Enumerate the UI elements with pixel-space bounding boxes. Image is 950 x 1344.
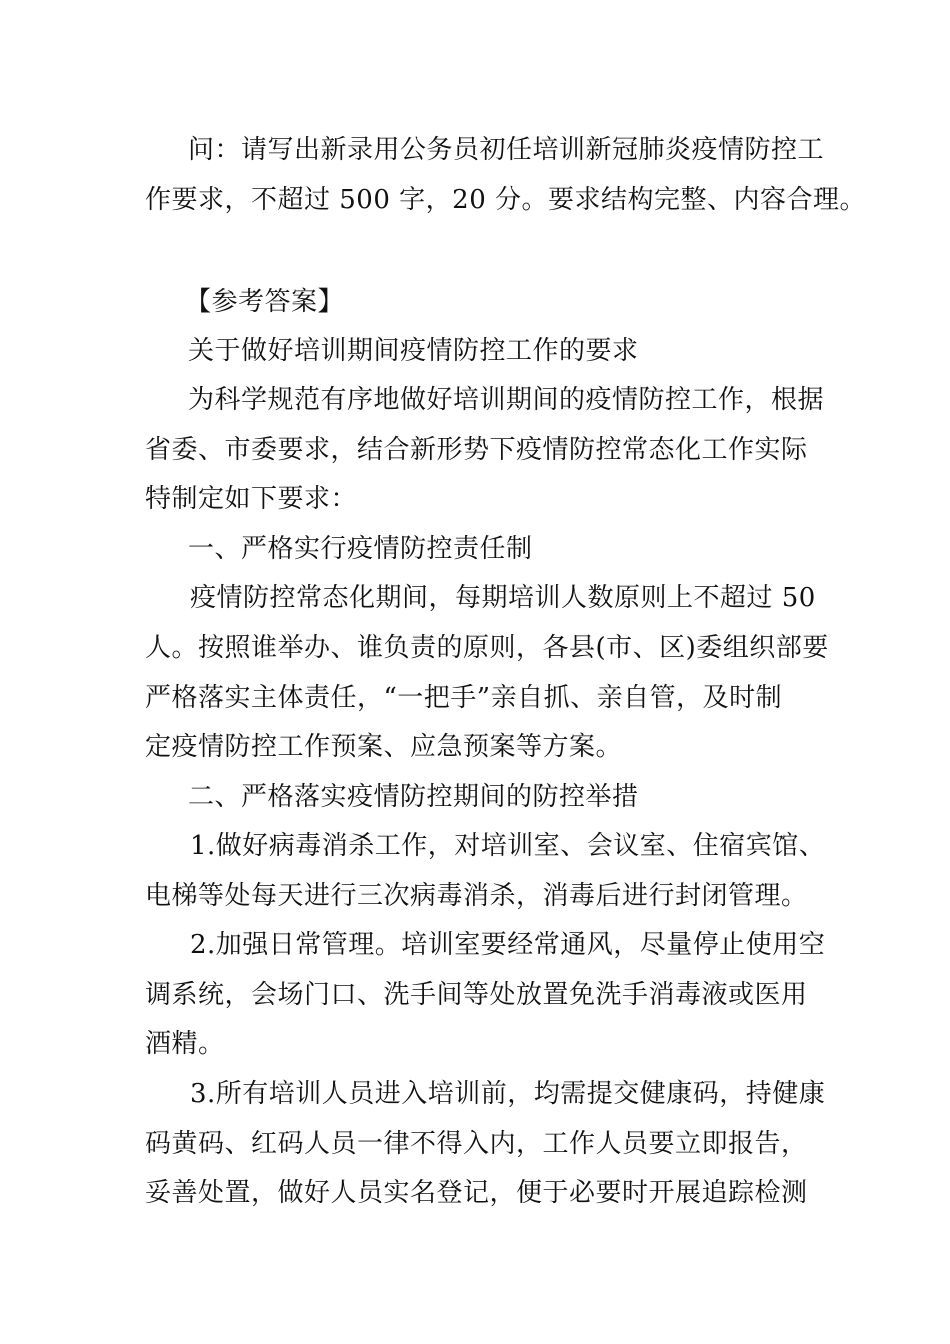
section2-heading: 二、严格落实疫情防控期间的防控举措 [188, 782, 639, 812]
section1-line-4: 定疫情防控工作预案、应急预案等方案。 [145, 732, 623, 762]
intro-line-3: 特制定如下要求： [145, 484, 358, 514]
intro-line-1: 为科学规范有序地做好培训期间的疫情防控工作，根据 [188, 385, 825, 415]
item3-line-1: 3.所有培训人员进入培训前，均需提交健康码，持健康 [190, 1079, 826, 1109]
question-line-1: 问：请写出新录用公务员初任培训新冠肺炎疫情防控工 [188, 135, 825, 165]
item1-line-2: 电梯等处每天进行三次病毒消杀，消毒后进行封闭管理。 [145, 881, 808, 911]
item3-line-3: 妥善处置，做好人员实名登记，便于必要时开展追踪检测 [145, 1178, 808, 1208]
section1-line-1: 疫情防控常态化期间，每期培训人数原则上不超过 50 [190, 583, 816, 613]
answer-label: 【参考答案】 [185, 287, 345, 317]
answer-title: 关于做好培训期间疫情防控工作的要求 [188, 336, 639, 366]
section1-heading: 一、严格实行疫情防控责任制 [188, 534, 533, 564]
item2-line-3: 酒精。 [145, 1029, 225, 1059]
question-line-2: 作要求，不超过 500 字，20 分。要求结构完整、内容合理。 [145, 185, 867, 215]
section1-line-3: 严格落实主体责任，“一把手”亲自抓、亲自管，及时制 [145, 683, 783, 713]
item3-line-2: 码黄码、红码人员一律不得入内，工作人员要立即报告， [145, 1129, 808, 1159]
item1-line-1: 1.做好病毒消杀工作，对培训室、会议室、住宿宾馆、 [190, 831, 826, 861]
item2-line-2: 调系统，会场门口、洗手间等处放置免洗手消毒液或医用 [145, 980, 808, 1010]
item2-line-1: 2.加强日常管理。培训室要经常通风，尽量停止使用空 [190, 930, 826, 960]
section1-line-2: 人。按照谁举办、谁负责的原则，各县(市、区)委组织部要 [145, 633, 829, 663]
intro-line-2: 省委、市委要求，结合新形势下疫情防控常态化工作实际 [145, 435, 808, 465]
